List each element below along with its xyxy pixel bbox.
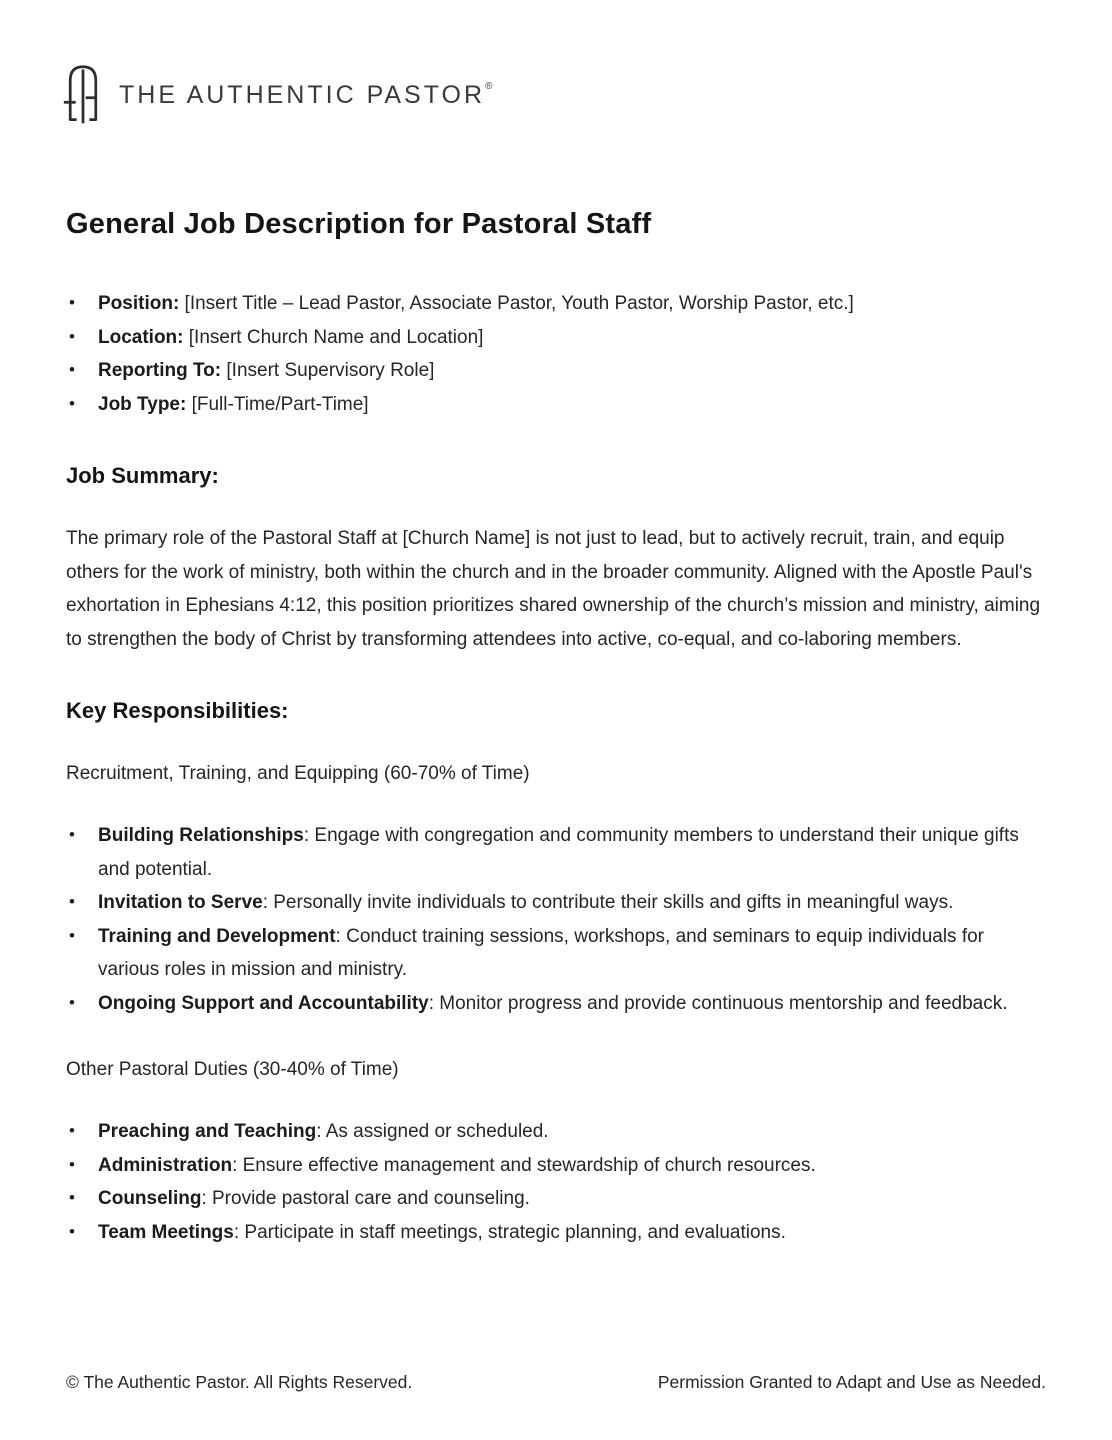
list-item — [66, 321, 1046, 355]
list-item — [66, 1182, 1046, 1216]
bullet-marker: • — [69, 393, 75, 413]
bullet-text: [Insert Title – Lead Pastor, Associate Pastor, Youth Pastor, Worship Pastor, etc.] — [179, 293, 854, 314]
bullet-marker: • — [69, 326, 75, 346]
list-item — [66, 886, 1046, 920]
list-item — [66, 987, 1046, 1021]
bullet-text: [Insert Church Name and Location] — [183, 326, 484, 348]
bullet-text: : Engage with congregation and community members to understand their unique gifts and potential. — [98, 825, 1019, 880]
responsibility-list-other-duties — [66, 1115, 1046, 1249]
bullet-text: : Monitor progress and provide continuous mentorship and feedback. — [428, 992, 1008, 1014]
bullet-label: Position: — [98, 293, 180, 314]
bullet-marker: • — [69, 992, 75, 1012]
page-footer — [66, 1372, 1046, 1393]
registered-mark: ® — [485, 80, 493, 92]
bullet-text: : Provide pastoral care and counseling. — [201, 1188, 530, 1209]
bullet-text: : Conduct training sessions, workshops, and seminars to equip individuals for various roles in mission and ministry. — [98, 925, 984, 980]
responsibility-group-label: Other Pastoral Duties (30-40% of Time) — [66, 1059, 399, 1080]
bullet-label: Ongoing Support and Accountability — [98, 992, 429, 1014]
bullet-text: [Insert Supervisory Role] — [221, 360, 435, 381]
key-responsibilities-heading: Key Responsibilities: — [66, 698, 289, 723]
bullet-text: : Participate in staff meetings, strategic planning, and evaluations. — [233, 1221, 786, 1243]
job-summary-paragraph: The primary role of the Pastoral Staff at [Church Name] is not just to lead, but to actively recruit, train, and equip others for the work of ministry, both within the church and in the broader community. Aligned with the Apostle Paul's exhortation in Ephesians 4:12, this position prioritizes shared ownership of the church’s mission and ministry, aiming to strengthen the body of Christ by transforming attendees into active, co-equal, and co-laboring members. — [66, 528, 1041, 650]
copyright-text: © The Authentic Pastor. All Rights Reserved. — [66, 1372, 413, 1392]
bullet-label: Invitation to Serve — [98, 892, 263, 913]
list-item — [66, 354, 1046, 388]
bullet-text: [Full-Time/Part-Time] — [186, 393, 369, 415]
bullet-marker: • — [69, 892, 75, 911]
bullet-marker: • — [69, 1188, 75, 1207]
bullet-label: Location: — [98, 326, 184, 348]
list-item — [66, 388, 1046, 422]
bullet-marker: • — [69, 1154, 75, 1174]
list-item — [66, 819, 1046, 886]
brand-wordmark — [119, 81, 492, 110]
list-item — [66, 1115, 1046, 1149]
permission-text: Permission Granted to Adapt and Use as Needed. — [657, 1372, 1046, 1392]
list-item — [66, 1149, 1046, 1183]
bullet-label: Training and Development — [98, 925, 336, 947]
job-summary-heading: Job Summary: — [66, 463, 219, 488]
bullet-marker: • — [69, 825, 75, 844]
list-item — [66, 920, 1046, 987]
responsibility-list-recruitment — [66, 819, 1046, 1020]
brand-header — [0, 0, 1112, 130]
bullet-label: Administration — [98, 1154, 233, 1176]
brand-name: THE AUTHENTIC PASTOR — [119, 80, 486, 109]
bullet-label: Preaching and Teaching — [98, 1121, 317, 1142]
bullet-marker: • — [69, 293, 75, 312]
bullet-text: : As assigned or scheduled. — [316, 1121, 549, 1142]
responsibility-group-label: Recruitment, Training, and Equipping (60-70% of Time) — [66, 763, 530, 784]
bullet-label: Job Type: — [98, 393, 187, 415]
bullet-marker: • — [69, 1221, 75, 1241]
bullet-marker: • — [69, 360, 75, 379]
bullet-label: Team Meetings — [98, 1221, 234, 1243]
arched-door-monogram-icon — [62, 60, 104, 130]
bullet-label: Counseling — [98, 1188, 202, 1209]
bullet-label: Reporting To: — [98, 360, 222, 381]
bullet-marker: • — [69, 1121, 75, 1140]
bullet-text: : Personally invite individuals to contribute their skills and gifts in meaningful ways. — [262, 892, 954, 913]
page-title: General Job Description for Pastoral Staff — [66, 208, 652, 240]
bullet-label: Building Relationships — [98, 825, 304, 846]
bullet-marker: • — [69, 925, 75, 945]
list-item — [66, 1216, 1046, 1250]
list-item — [66, 287, 1046, 321]
position-meta-list — [66, 287, 1046, 421]
bullet-text: : Ensure effective management and stewardship of church resources. — [232, 1154, 816, 1176]
